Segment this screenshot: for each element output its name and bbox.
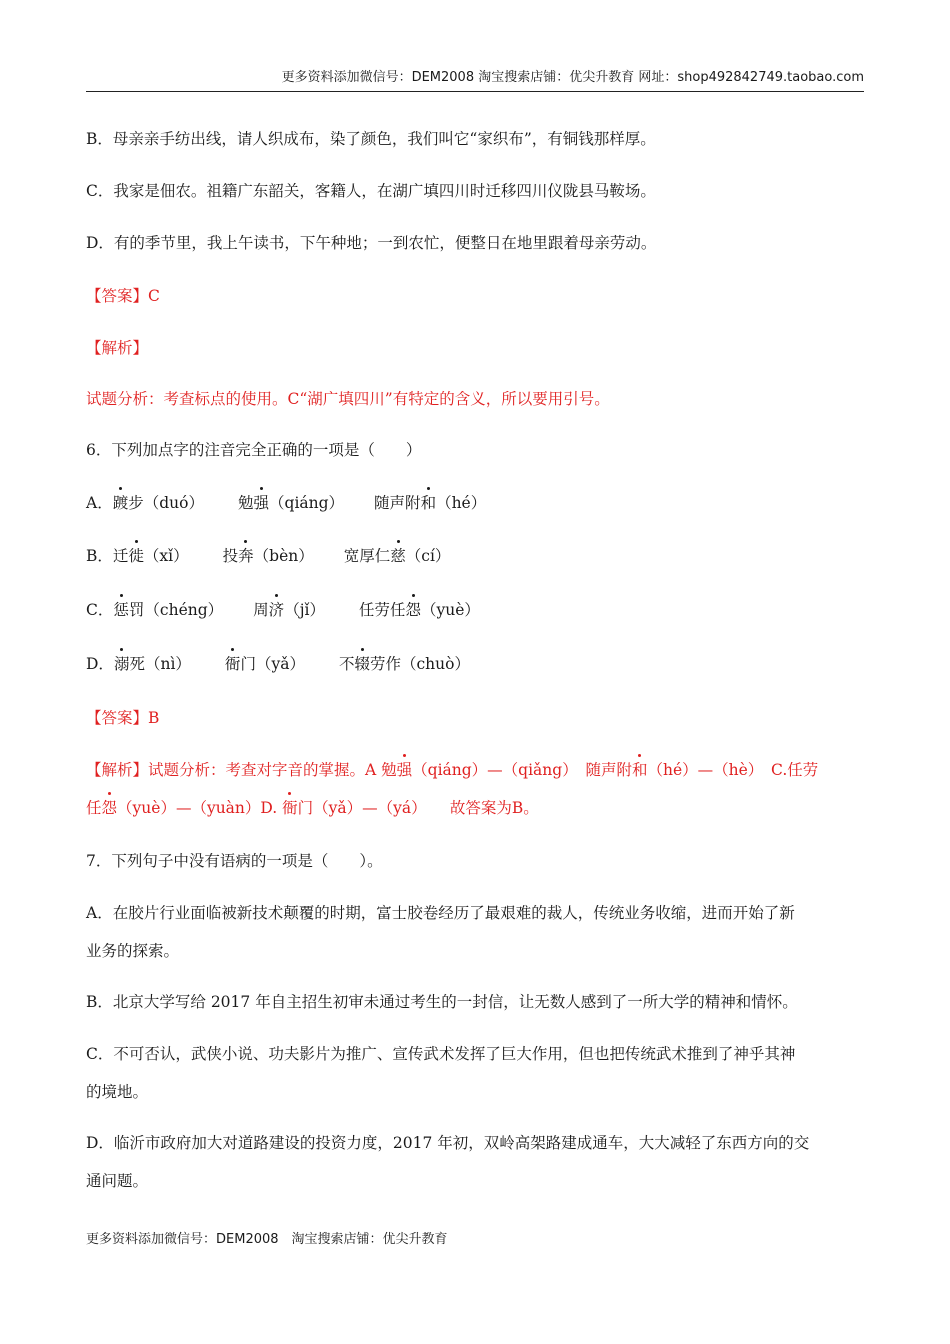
dotted-char: 和 — [631, 761, 648, 779]
option-item: 溺死（nì） — [113, 655, 191, 673]
dotted-char: 强 — [396, 761, 413, 779]
q6-option-d — [86, 653, 470, 675]
q6-option-b — [86, 545, 450, 567]
q6-answer: 【答案】B — [86, 709, 160, 727]
q5-analysis-text: 试题分析：考查标点的使用。C“湖广填四川”有特定的含义，所以要用引号。 — [86, 390, 610, 408]
pinyin: （nì） — [144, 655, 191, 673]
dotted-char: 强 — [253, 494, 270, 512]
option-item: 周济（jǐ） — [253, 601, 325, 619]
q5-analysis-label: 【解析】 — [86, 339, 149, 357]
q5-option-c: C．我家是佃农。祖籍广东韶关，客籍人，在湖广填四川时迁移四川仪陇县马鞍场。 — [86, 182, 656, 200]
q6-stem: 6．下列加点字的注音完全正确的一项是（ ） — [86, 441, 422, 459]
dotted-char: 慈 — [390, 547, 406, 565]
option-item: 随声附和（hé） — [374, 494, 487, 512]
pinyin: （yǎ） — [255, 655, 305, 673]
q7-option-d-line-2: 通问题。 — [86, 1172, 149, 1190]
option-item: 勉强（qiáng） — [237, 494, 345, 512]
pinyin: （jǐ） — [284, 601, 325, 619]
dotted-char: 辍 — [354, 655, 370, 673]
q7-option-c-line-1: C．不可否认，武侠小说、功夫影片为推广、宣传武术发挥了巨大作用，但也把传统武术推到了神乎其神 — [86, 1045, 796, 1063]
analysis-label: 【解析】 — [86, 761, 149, 779]
page-header: 更多资料添加微信号：DEM2008 淘宝搜索店铺：优尖升教育 网址：shop492842749.taobao.com — [86, 68, 864, 92]
dotted-char: 徙 — [128, 547, 144, 565]
q5-answer: 【答案】C — [86, 287, 160, 305]
q6-analysis-line-1: 【解析】试题分析：考查对字音的掌握。A 勉强（qiáng）—（qiǎng） 随声附和（hé）—（hè） C.任劳 — [86, 761, 819, 779]
pinyin: （yuè） — [420, 601, 480, 619]
dotted-char: 溺 — [113, 655, 130, 673]
dotted-char: 怨 — [101, 799, 118, 817]
q7-option-b: B．北京大学写给 2017 年自主招生初审未通过考生的一封信，让无数人感到了一所大学的精神和情怀。 — [86, 993, 798, 1011]
q6-analysis-line-2: 任怨（yuè）—（yuàn）D. 衙门（yǎ）—（yá） 故答案为B。 — [86, 799, 539, 817]
q7-option-a-line-1: A．在胶片行业面临被新技术颠覆的时期，富士胶卷经历了最艰难的裁人，传统业务收缩，进而开始了新 — [86, 904, 795, 922]
q6-option-a — [86, 492, 486, 514]
q5-option-b: B．母亲亲手纺出线，请人织成布，染了颜色，我们叫它“家织布”，有铜钱那样厚。 — [86, 130, 656, 148]
dotted-char: 踱 — [112, 494, 129, 512]
pinyin: （cí） — [405, 547, 451, 565]
option-item: 不辍劳作（chuò） — [338, 655, 470, 673]
option-item: 迁徙（xǐ） — [112, 547, 189, 565]
dotted-char: 怨 — [405, 601, 421, 619]
option-item: 衙门（yǎ） — [224, 655, 305, 673]
pinyin: （qiáng） — [269, 494, 345, 512]
option-item: 宽厚仁慈（cí） — [343, 547, 451, 565]
q7-stem: 7．下列句子中没有语病的一项是（ ）。 — [86, 852, 383, 870]
dotted-char: 奔 — [238, 547, 254, 565]
pinyin: （xǐ） — [143, 547, 189, 565]
pinyin: （chéng） — [144, 601, 224, 619]
option-item: 任劳任怨（yuè） — [358, 601, 480, 619]
page-footer: 更多资料添加微信号：DEM2008 淘宝搜索店铺：优尖升教育 — [86, 1232, 448, 1247]
dotted-char: 和 — [420, 494, 437, 512]
dotted-char: 衙 — [282, 799, 298, 817]
option-label: C． — [86, 601, 114, 619]
q7-option-d-line-1: D．临沂市政府加大对道路建设的投资力度，2017 年初，双岭高架路建成通车，大大减轻了东西方向的交 — [86, 1134, 810, 1152]
option-item: 踱步（duó） — [112, 494, 204, 512]
pinyin: （hé） — [436, 494, 487, 512]
dotted-char: 惩 — [113, 601, 129, 619]
pinyin: （duó） — [143, 494, 204, 512]
option-label: D． — [86, 655, 114, 673]
q5-option-d: D．有的季节里，我上午读书，下午种地；一到农忙，便整日在地里跟着母亲劳动。 — [86, 234, 657, 252]
q6-option-c — [86, 599, 480, 621]
option-item: 投奔（bèn） — [222, 547, 314, 565]
option-item: 惩罚（chéng） — [113, 601, 224, 619]
option-label: B． — [86, 547, 113, 565]
option-label: A． — [86, 494, 113, 512]
pinyin: （chuò） — [401, 655, 470, 673]
dotted-char: 济 — [268, 601, 285, 619]
pinyin: （bèn） — [253, 547, 314, 565]
q7-option-a-line-2: 业务的探索。 — [86, 942, 180, 960]
dotted-char: 衙 — [224, 655, 241, 673]
q7-option-c-line-2: 的境地。 — [86, 1083, 149, 1101]
